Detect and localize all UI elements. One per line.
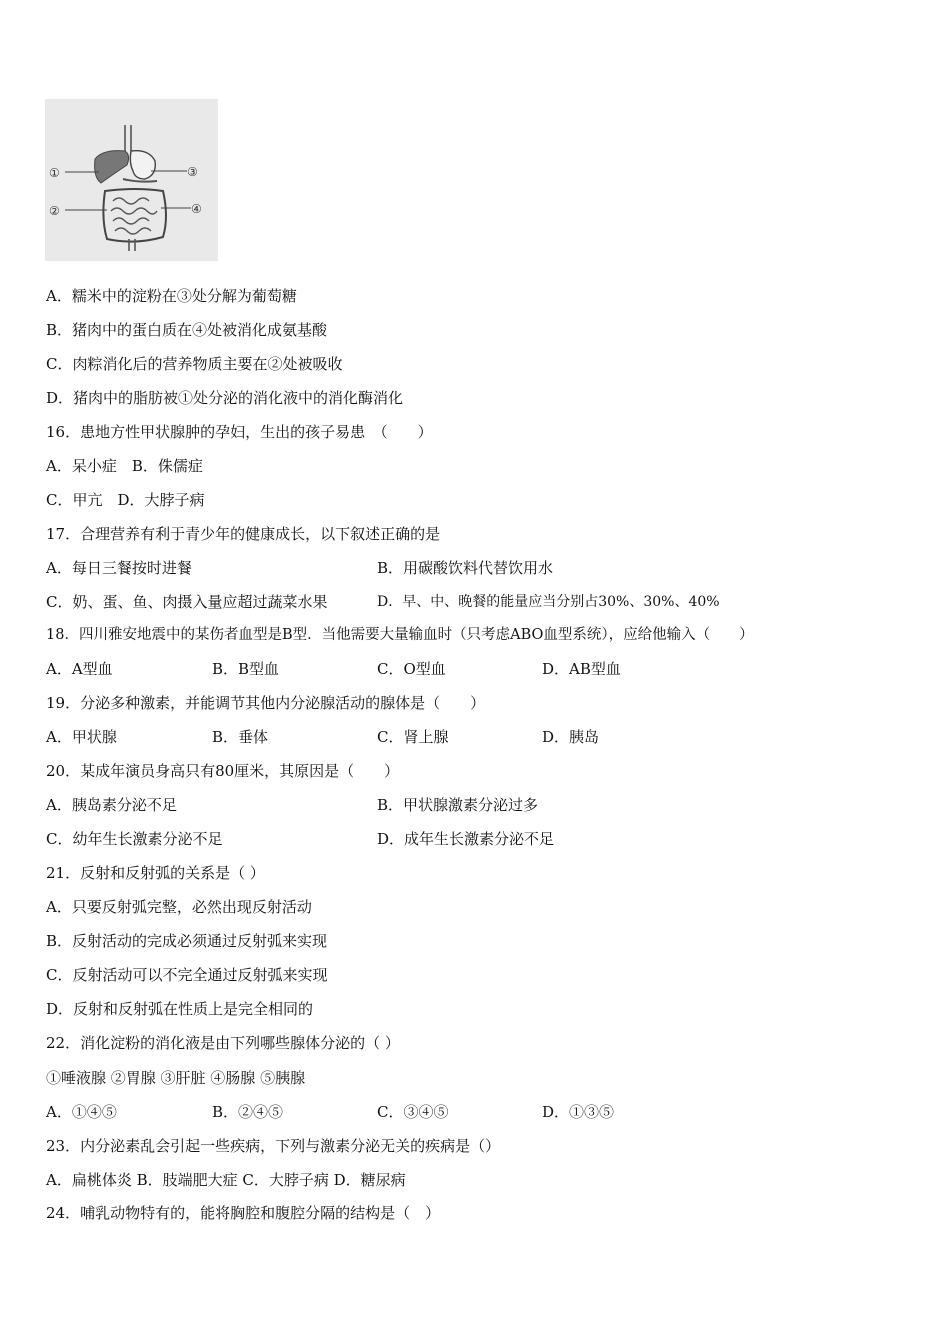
q22-option-d: D．①③⑤ — [542, 1103, 615, 1121]
q15-option-b: B．猪肉中的蛋白质在④处被消化成氨基酸 — [46, 321, 328, 339]
q20-option-a: A．胰岛素分泌不足 — [46, 796, 177, 814]
q20-option-b: B．甲状腺激素分泌过多 — [377, 796, 539, 814]
q21-option-d: D．反射和反射弧在性质上是完全相同的 — [46, 1000, 314, 1018]
q24-stem: 24．哺乳动物特有的，能将胸腔和腹腔分隔的结构是（ ） — [46, 1204, 441, 1222]
q16-options-cd: C．甲亢 D．大脖子病 — [46, 491, 205, 509]
q22-option-b: B．②④⑤ — [212, 1103, 284, 1121]
q20-stem: 20．某成年演员身高只有80厘米，其原因是（ ） — [46, 762, 400, 780]
q15-option-c: C．肉粽消化后的营养物质主要在②处被吸收 — [46, 355, 343, 373]
digestive-system-figure — [45, 99, 218, 261]
q21-option-a: A．只要反射弧完整，必然出现反射活动 — [46, 898, 312, 916]
q17-option-d: D．早、中、晚餐的能量应当分别占30%、30%、40% — [377, 594, 720, 610]
q19-option-b: B．垂体 — [212, 728, 269, 746]
q17-stem: 17．合理营养有利于青少年的健康成长，以下叙述正确的是 — [46, 525, 441, 543]
q17-option-b: B．用碳酸饮料代替饮用水 — [377, 559, 554, 577]
q20-option-c: C．幼年生长激素分泌不足 — [46, 830, 223, 848]
digestive-system-diagram — [45, 99, 218, 261]
q17-option-a: A．每日三餐按时进餐 — [46, 559, 192, 577]
q17-option-c: C．奶、蛋、鱼、肉摄入量应超过蔬菜水果 — [46, 593, 328, 611]
figure-label-3: ③ — [187, 165, 198, 179]
q20-option-d: D．成年生长激素分泌不足 — [377, 830, 555, 848]
q22-option-a: A．①④⑤ — [46, 1103, 117, 1121]
figure-label-2: ② — [49, 204, 60, 218]
q19-option-a: A．甲状腺 — [46, 728, 117, 746]
q21-stem: 21．反射和反射弧的关系是（ ） — [46, 864, 265, 882]
q18-option-d: D．AB型血 — [542, 660, 621, 678]
q15-option-d: D．猪肉中的脂肪被①处分泌的消化液中的消化酶消化 — [46, 389, 404, 407]
figure-label-4: ④ — [191, 202, 202, 216]
q16-options-ab: A．呆小症 B．侏儒症 — [46, 457, 203, 475]
q18-option-b: B．B型血 — [212, 660, 280, 678]
q16-stem: 16．患地方性甲状腺肿的孕妇，生出的孩子易患 （ ） — [46, 423, 433, 441]
q23-options: A．扁桃体炎 B．肢端肥大症 C．大脖子病 D．糖尿病 — [46, 1171, 406, 1189]
q18-stem: 18．四川雅安地震中的某伤者血型是B型．当他需要大量输血时（只考虑ABO血型系统），应给他输入（ ） — [46, 627, 754, 643]
q15-option-a: A．糯米中的淀粉在③处分解为葡萄糖 — [46, 287, 297, 305]
q22-glands: ①唾液腺 ②胃腺 ③肝脏 ④肠腺 ⑤胰腺 — [46, 1069, 306, 1087]
q18-option-c: C．O型血 — [377, 660, 446, 678]
q18-option-a: A．A型血 — [46, 660, 113, 678]
figure-label-1: ① — [49, 166, 60, 180]
q19-option-d: D．胰岛 — [542, 728, 600, 746]
q19-stem: 19．分泌多种激素，并能调节其他内分泌腺活动的腺体是（ ） — [46, 694, 486, 712]
q23-stem: 23．内分泌素乱会引起一些疾病，下列与激素分泌无关的疾病是（） — [46, 1137, 501, 1155]
q22-option-c: C．③④⑤ — [377, 1103, 449, 1121]
q21-option-b: B．反射活动的完成必须通过反射弧来实现 — [46, 932, 328, 950]
q22-stem: 22．消化淀粉的消化液是由下列哪些腺体分泌的（ ） — [46, 1034, 400, 1052]
q21-option-c: C．反射活动可以不完全通过反射弧来实现 — [46, 966, 328, 984]
q19-option-c: C．肾上腺 — [377, 728, 449, 746]
